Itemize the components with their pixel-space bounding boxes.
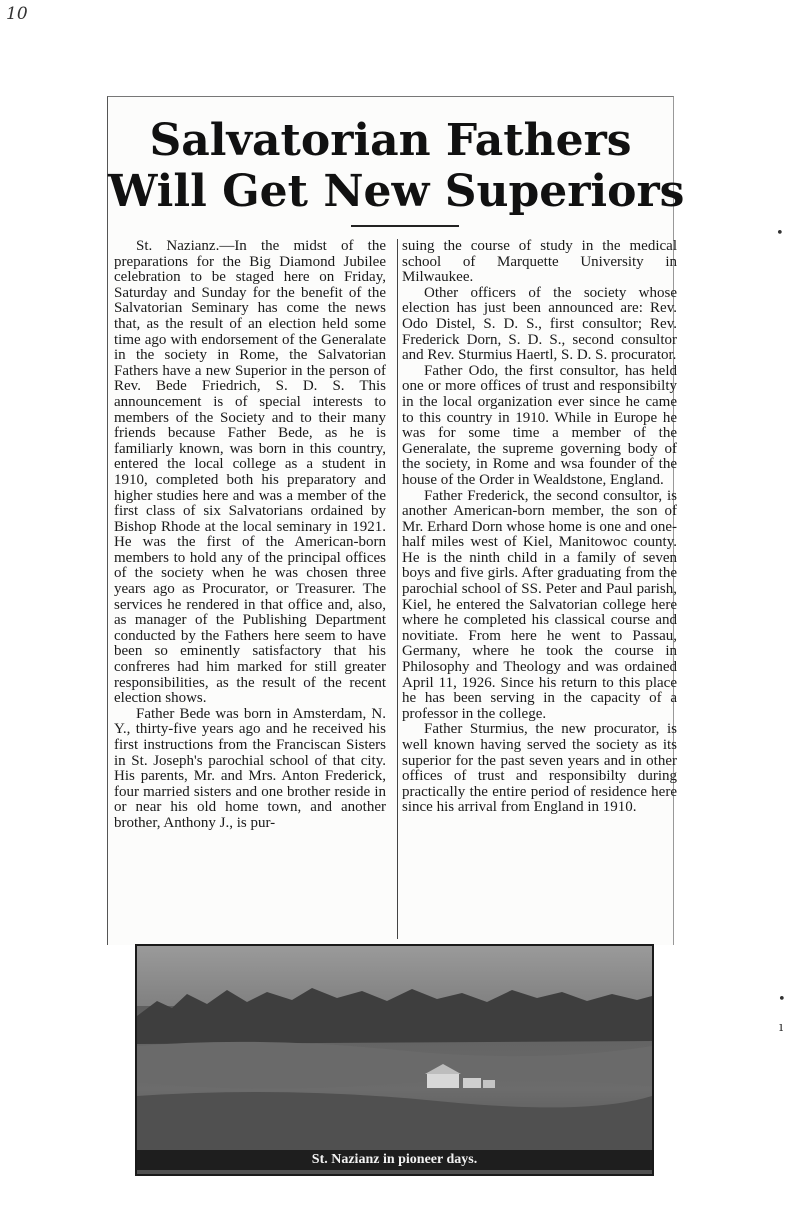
photo-caption: St. Nazianz in pioneer days. [137,1150,652,1170]
article-paragraph: Father Sturmius, the new procurator, is well known having served the society as its superior for the past seven years and in other offices of trust and responsibilty during practically the entire period of residence here since his arrival from England in 1910. [402,721,677,816]
pioneer-photo [135,944,654,1176]
headline-line-1: Salvatorian Fathers [149,115,632,166]
article-paragraph: Other officers of the society whose election has just been announced are: Rev. Odo Distel, S. D. S., first consultor; Rev. Frederick Dorn, S. D. S., second consultor and Rev. Sturmius Haertl, S. D. S. procurator. [402,284,677,364]
margin-mark: ı [779,1020,784,1035]
margin-mark: • [778,992,786,1007]
article-paragraph: Father Odo, the first consultor, has held one or more offices of trust and responsibilty in the local organization ever since he came to this country in 1910. While in Europe he was for some time a member of the Generalate, the supreme governing body of the society, in Rome and wsa founder of the house of the Order in Wealdstone, England. [402,362,677,488]
headline-line-2: Will Get New Superiors [108,166,685,217]
headline-rule [351,225,459,227]
article-right-column [397,239,677,939]
article-paragraph: Father Frederick, the second consultor, is another American-born member, the son of Mr. Erhard Dorn whose home is one and one-half miles west of Kiel, Manitowoc county. He is the ninth child in a family of seven boys and five girls. After graduating from the parochial school of SS. Peter and Paul parish, Kiel, he entered the Salvatorian college here where he completed his classical course and novitiate. From here he went to Passau, Germany, where he took the course in Philosophy and Theology and was ordained April 11, 1926. Since his return to this place he has been serving in the capacity of a professor in the college. [402,487,677,722]
page-number: 10 [6,4,28,24]
article-paragraph: suing the course of study in the medical school of Marquette University in Milwaukee. [402,238,677,286]
article-left-column [114,239,386,939]
newspaper-clipping [107,96,685,945]
article-paragraph: Father Bede was born in Amsterdam, N. Y., thirty-five years ago and he received his first instructions from the Franciscan Sisters in St. Joseph's parochial school of that city. His parents, Mr. and Mrs. Anton Frederick, four married sisters and one brother reside in or near his old home town, and another brother, Anthony J., is pur- [114,705,386,831]
landscape-photo-image [137,946,652,1174]
margin-mark: • [776,226,784,241]
article-paragraph: St. Nazianz.—In the midst of the preparations for the Big Diamond Jubilee celebration to be staged here on Friday, Saturday and Sunday for the benefit of the Salvatorian Seminary has come the news that, as the result of an election held some time ago with endorsement of the Generalate in the society in Rome, the Salvatorian Fathers have a new Superior in the person of Rev. Bede Friedrich, S. D. S. This announcement is of special interests to members of the Society and to their many friends because Father Bede, as he is familiarly known, was born in this country, entered the local college as a student in 1910, completed both his preparatory and higher studies here and was a member of the first class of six Salvatorians ordained by Bishop Rhode at the local seminary in 1921. He was the first of the American-born members to hold any of the principal offices of the society when he was chosen three years ago as Procurator, or Treasurer. The services he rendered in that office and, also, as manager of the Publishing Department conducted by the Fathers here seem to have been so eminently satisfactory that his confreres had him marked for still greater responsibilities, as the result of the recent election shows. [114,238,386,707]
